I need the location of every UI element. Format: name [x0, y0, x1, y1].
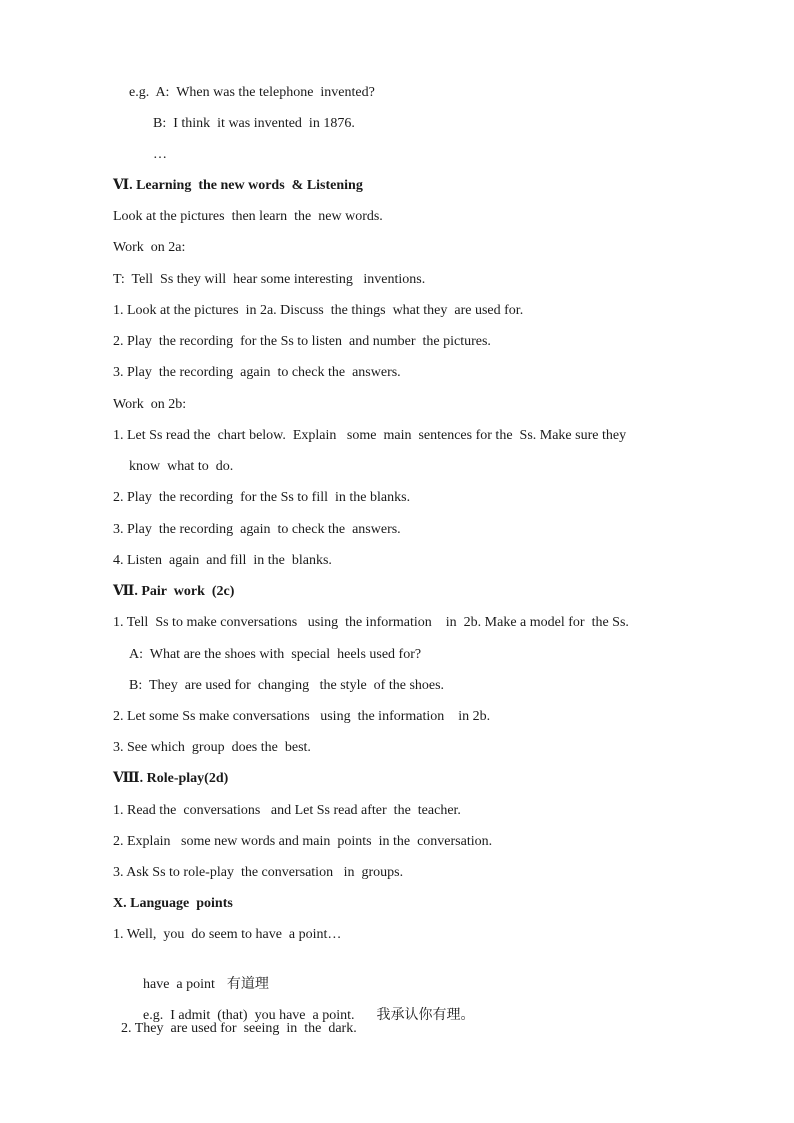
text-line: T: Tell Ss they will hear some interesting inventions.	[113, 272, 426, 287]
list-item: 1. Look at the pictures in 2a. Discuss the things what they are used for.	[113, 303, 524, 318]
text-line: e.g. A: When was the telephone invented?	[129, 85, 375, 100]
section-heading: X. Language points	[113, 896, 233, 911]
dialogue-line: A: What are the shoes with special heels used for?	[129, 647, 422, 662]
list-item: 1. Let Ss read the chart below. Explain some main sentences for the Ss. Make sure they	[113, 428, 627, 443]
list-item: 2. Explain some new words and main points in the conversation.	[113, 834, 493, 849]
list-item: 1. Tell Ss to make conversations using the information in 2b. Make a model for the Ss.	[113, 615, 629, 630]
example-chinese: 我承认你有理。	[376, 1007, 475, 1023]
list-item: 1. Well, you do seem to have a point…	[113, 927, 342, 942]
section-heading: Ⅶ. Pair work (2c)	[113, 584, 235, 599]
list-item: 3. See which group does the best.	[113, 740, 311, 755]
section-heading: Ⅷ. Role-play(2d)	[113, 771, 229, 786]
list-item: 1. Read the conversations and Let Ss read after the teacher.	[113, 803, 461, 818]
text-line: B: I think it was invented in 1876.	[153, 116, 355, 131]
text-line: …	[153, 147, 167, 162]
list-item: 2. They are used for seeing in the dark.	[121, 1021, 357, 1036]
dialogue-line: B: They are used for changing the style of the shoes.	[129, 678, 445, 693]
list-item: 3. Ask Ss to role-play the conversation in groups.	[113, 865, 404, 880]
list-item: 3. Play the recording again to check the answers.	[113, 522, 401, 537]
list-item: 4. Listen again and fill in the blanks.	[113, 553, 332, 568]
list-item: 3. Play the recording again to check the answers.	[113, 365, 401, 380]
list-item: 2. Let some Ss make conversations using the information in 2b.	[113, 709, 491, 724]
list-item: 2. Play the recording for the Ss to fill in the blanks.	[113, 490, 411, 505]
section-heading: Ⅵ. Learning the new words & Listening	[113, 178, 363, 193]
list-item-continuation: know what to do.	[129, 459, 234, 474]
list-item: 2. Play the recording for the Ss to listen and number the pictures.	[113, 334, 491, 349]
text-line: Work on 2a:	[113, 240, 186, 255]
text-line: Work on 2b:	[113, 397, 187, 412]
text-line: Look at the pictures then learn the new words.	[113, 209, 383, 224]
phrase-english: have a point	[143, 977, 215, 992]
phrase-chinese: 有道理	[226, 976, 269, 992]
example-english: e.g. I admit (that) you have a point.	[143, 1008, 355, 1023]
